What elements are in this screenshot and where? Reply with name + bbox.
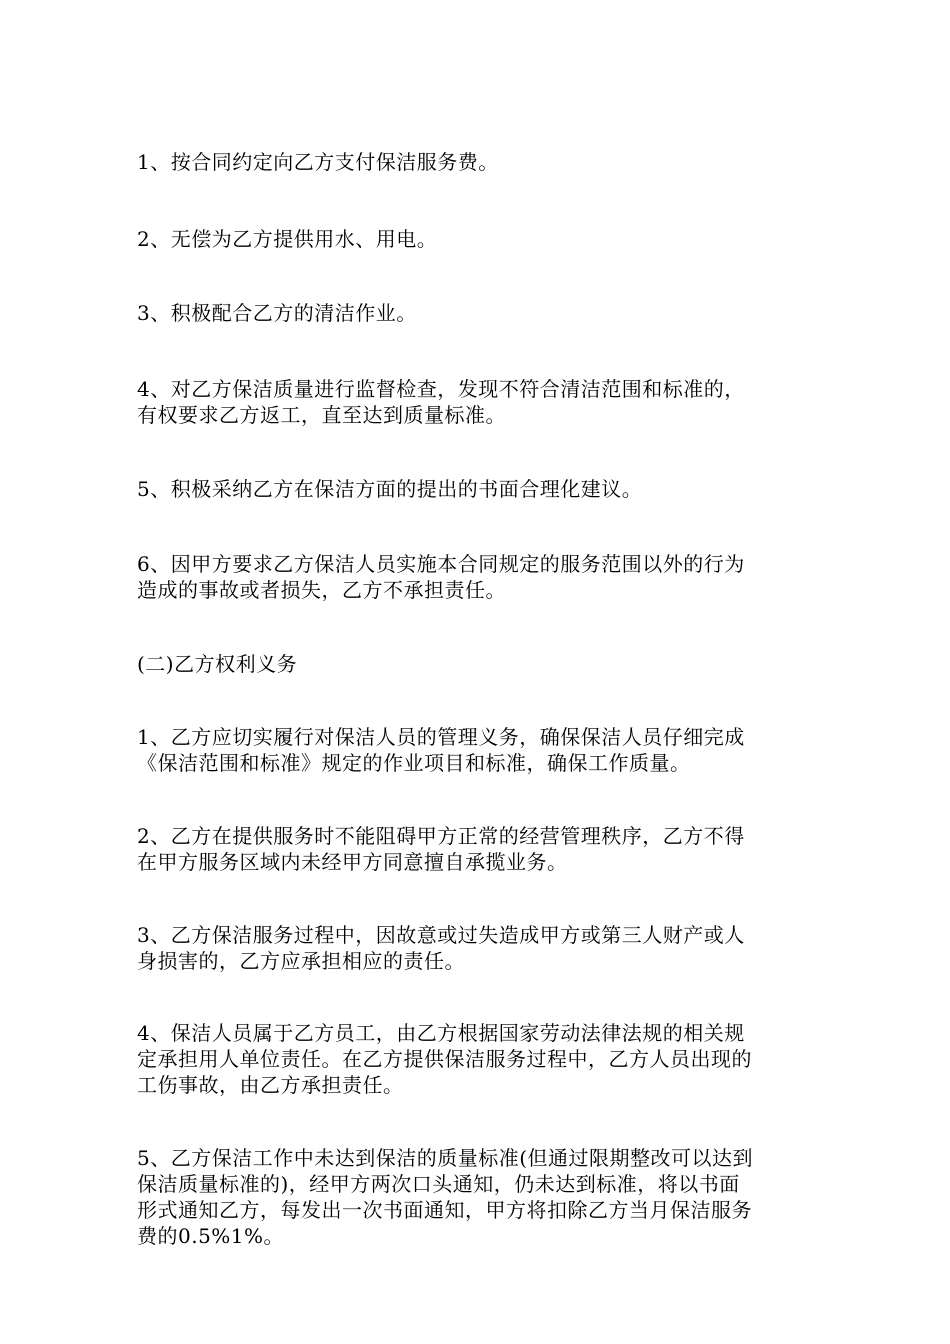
party-b-paragraph-5: 5、乙方保洁工作中未达到保洁的质量标准(但通过限期整改可以达到 保洁质量标准的)，经甲方两次口头通知，仍未达到标准，将以书面 形式通知乙方，每发出一次书面通知，甲方将扣除乙方当月保洁服务 费的0.5%1%。 <box>137 1146 754 1248</box>
party-b-paragraph-1: 1、乙方应切实履行对保洁人员的管理义务，确保保洁人员仔细完成 《保洁范围和标准》规定的作业项目和标准，确保工作质量。 <box>137 725 745 775</box>
party-b-paragraph-3: 3、乙方保洁服务过程中，因故意或过失造成甲方或第三人财产或人 身损害的，乙方应承担相应的责任。 <box>137 923 745 973</box>
obligation-paragraph-6: 6、因甲方要求乙方保洁人员实施本合同规定的服务范围以外的行为 造成的事故或者损失，乙方不承担责任。 <box>137 552 745 602</box>
party-b-paragraph-4: 4、保洁人员属于乙方员工，由乙方根据国家劳动法律法规的相关规 定承担用人单位责任。在乙方提供保洁服务过程中，乙方人员出现的 工伤事故，由乙方承担责任。 <box>137 1021 752 1097</box>
party-b-paragraph-2: 2、乙方在提供服务时不能阻碍甲方正常的经营管理秩序，乙方不得 在甲方服务区域内未经甲方同意擅自承揽业务。 <box>137 824 745 874</box>
obligation-paragraph-3: 3、积极配合乙方的清洁作业。 <box>137 301 417 325</box>
obligation-paragraph-2: 2、无偿为乙方提供用水、用电。 <box>137 227 438 251</box>
section-heading: (二)乙方权利义务 <box>137 652 298 676</box>
obligation-paragraph-1: 1、按合同约定向乙方支付保洁服务费。 <box>137 150 499 174</box>
obligation-paragraph-5: 5、积极采纳乙方在保洁方面的提出的书面合理化建议。 <box>137 477 643 501</box>
obligation-paragraph-4: 4、对乙方保洁质量进行监督检查，发现不符合清洁范围和标准的， 有权要求乙方返工，直至达到质量标准。 <box>137 377 745 427</box>
